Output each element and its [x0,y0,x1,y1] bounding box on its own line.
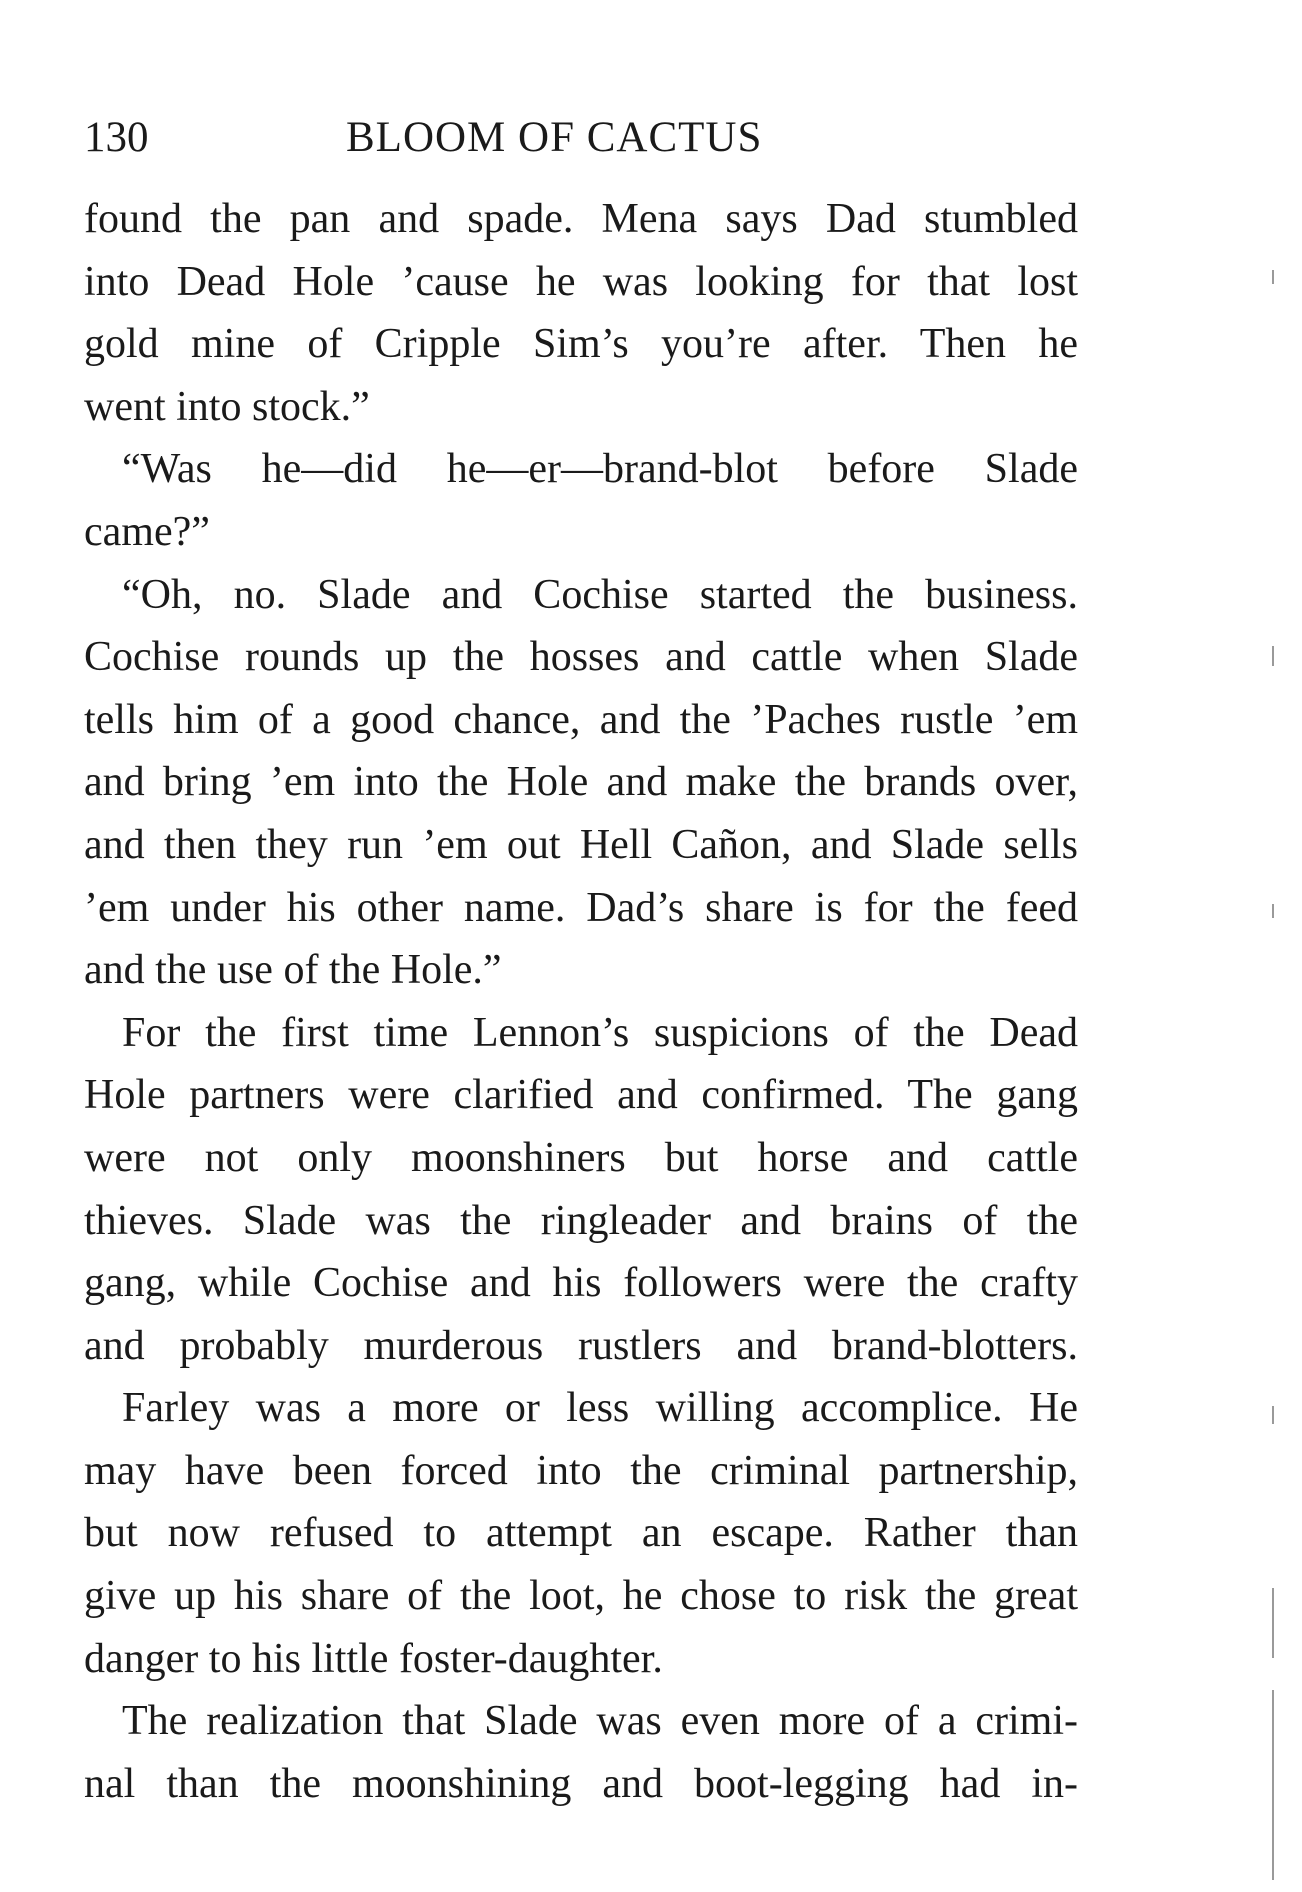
text-line: “Was he—did he—er—brand-blot before Slade [122,446,1078,493]
scan-edge-marks [1268,0,1288,1892]
scan-edge-mark [1272,1690,1274,1880]
running-title: BLOOM OF CACTUS [346,114,763,161]
text-line: nal than the moonshining and boot-legging had in- [84,1760,1078,1807]
text-line: were not only moonshiners but horse and cattle [84,1134,1078,1181]
scan-edge-mark [1272,904,1274,918]
text-line: gang, while Cochise and his followers were the crafty [84,1260,1078,1307]
scan-edge-mark [1272,646,1274,666]
text-line: tells him of a good chance, and the ’Paches rustle ’em [84,696,1078,743]
scan-edge-mark [1272,1588,1274,1658]
text-line: may have been forced into the criminal partnership, [84,1447,1078,1494]
text-line: but now refused to attempt an escape. Rather than [84,1510,1078,1557]
text-line: and bring ’em into the Hole and make the brands over, [84,759,1078,806]
text-line: Hole partners were clarified and confirmed. The gang [84,1072,1078,1119]
text-line: The realization that Slade was even more of a crimi- [122,1698,1078,1745]
text-line: and the use of the Hole.” [84,947,502,994]
text-line: ’em under his other name. Dad’s share is for the feed [84,884,1078,931]
text-line: gold mine of Cripple Sim’s you’re after. Then he [84,321,1078,368]
text-line: went into stock.” [84,383,370,430]
text-line: give up his share of the loot, he chose to risk the great [84,1573,1078,1620]
text-line: and then they run ’em out Hell Cañon, and Slade sells [84,821,1078,868]
text-line: and probably murderous rustlers and brand-blotters. [84,1322,1078,1369]
text-line: found the pan and spade. Mena says Dad stumbled [84,196,1078,242]
body-text [84,188,1078,1815]
text-line: thieves. Slade was the ringleader and brains of the [84,1197,1078,1244]
text-line: For the first time Lennon’s suspicions of the Dead [122,1009,1078,1056]
text-line: came?” [84,508,210,555]
text-line: “Oh, no. Slade and Cochise started the business. [122,571,1078,618]
page-header [84,108,1084,168]
scan-edge-mark [1272,270,1274,284]
text-line: into Dead Hole ’cause he was looking for that lost [84,258,1078,305]
text-line: Farley was a more or less willing accomplice. He [122,1385,1078,1432]
page-number: 130 [84,114,149,161]
text-line: danger to his little foster-daughter. [84,1635,663,1682]
scan-edge-mark [1272,1406,1274,1424]
text-line: Cochise rounds up the hosses and cattle when Slade [84,634,1078,681]
